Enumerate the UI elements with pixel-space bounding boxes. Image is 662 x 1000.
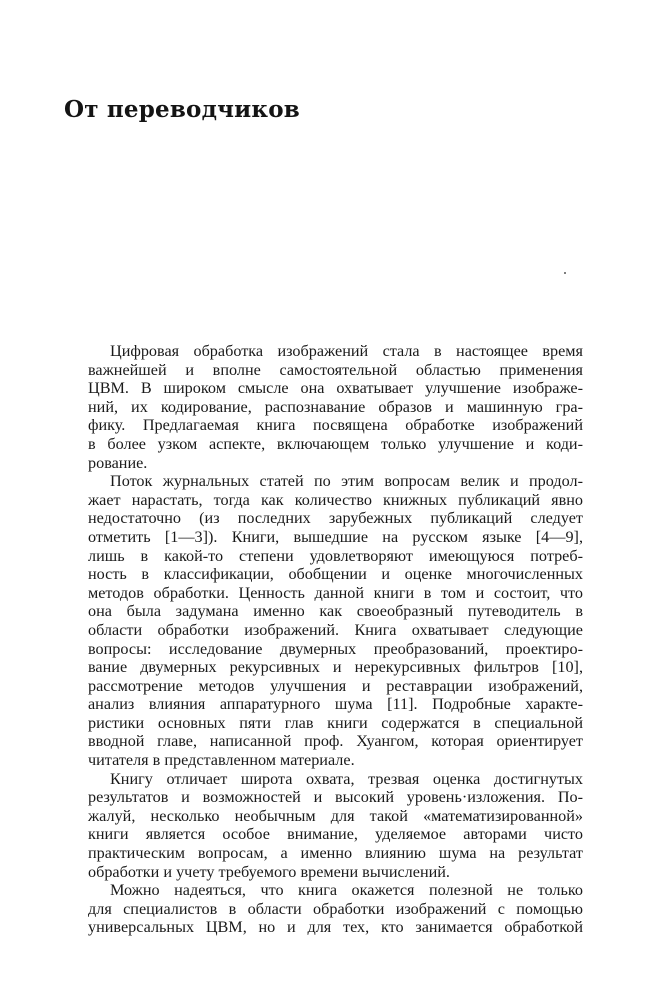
print-speck: [564, 272, 566, 274]
text-line: недостаточно (из последних зарубежных публикаций следует: [88, 509, 583, 528]
text-line: читателя в представленном материале.: [88, 751, 355, 770]
text-line: Можно надеяться, что книга окажется полезной не только: [110, 881, 583, 900]
text-line: Поток журнальных статей по этим вопросам велик и продол-: [110, 472, 583, 491]
paragraph-1: [88, 342, 583, 472]
text-line: ность в классификации, обобщении и оценке многочисленных: [88, 565, 583, 584]
text-line: результатов и возможностей и высокий уровень·изложения. По-: [88, 788, 583, 807]
text-line: Книгу отличает широта охвата, трезвая оценка достигнутых: [110, 769, 583, 788]
text-line: ний, их кодирование, распознавание образов и машинную гра-: [88, 397, 583, 416]
text-line: практическим вопросам, а именно влиянию шума на результат: [88, 844, 583, 863]
paragraph-3: [88, 770, 583, 882]
text-line: она была задумана именно как своеобразный путеводитель в: [88, 602, 583, 621]
text-line: лишь в какой-то степени удовлетворяют имеющуюся потреб-: [88, 546, 583, 565]
text-line: в более узком аспекте, включающем только улучшение и коди-: [88, 434, 583, 453]
text-line: Цифровая обработка изображений стала в настоящее время: [110, 342, 583, 360]
text-line: ЦВМ. В широком смысле она охватывает улучшение изображе-: [88, 379, 583, 398]
text-line: области обработки изображений. Книга охватывает следующие: [88, 620, 583, 639]
text-line: вопросы: исследование двумерных преобразований, проектиро-: [88, 639, 583, 658]
text-line: жает нарастать, тогда как количество книжных публикаций явно: [88, 490, 583, 509]
text-line: обработки и учету требуемого времени вычислений.: [88, 862, 450, 881]
text-line: для специалистов в области обработки изображений с помощью: [88, 899, 583, 918]
paragraph-4: [88, 881, 583, 937]
text-line: методов обработки. Ценность данной книги в том и состоит, что: [88, 583, 583, 602]
text-line: важнейшей и вполне самостоятельной областью применения: [88, 360, 583, 379]
text-line: отметить [1—3]). Книги, вышедшие на русском языке [4—9],: [88, 527, 583, 546]
text-line: жалуй, несколько необычным для такой «математизированной»: [88, 806, 583, 825]
text-line: фику. Предлагаемая книга посвящена обработке изображений: [88, 416, 583, 435]
text-line: вание двумерных рекурсивных и нерекурсивных фильтров [10],: [88, 658, 583, 677]
text-line: универсальных ЦВМ, но и для тех, кто занимается обработкой: [88, 918, 583, 937]
text-line: анализ влияния аппаратурного шума [11]. Подробные характе-: [88, 695, 583, 714]
page-title: От переводчиков: [64, 96, 300, 123]
text-line: рование.: [88, 453, 148, 472]
text-line: книги является особое внимание, уделяемое авторами чисто: [88, 825, 583, 844]
paragraph-2: [88, 472, 583, 770]
body-text: [88, 342, 583, 937]
text-line: рассмотрение методов улучшения и реставрации изображений,: [88, 676, 583, 695]
text-line: ристики основных пяти глав книги содержатся в специальной: [88, 713, 583, 732]
text-line: вводной главе, написанной проф. Хуангом, которая ориентирует: [88, 732, 583, 751]
